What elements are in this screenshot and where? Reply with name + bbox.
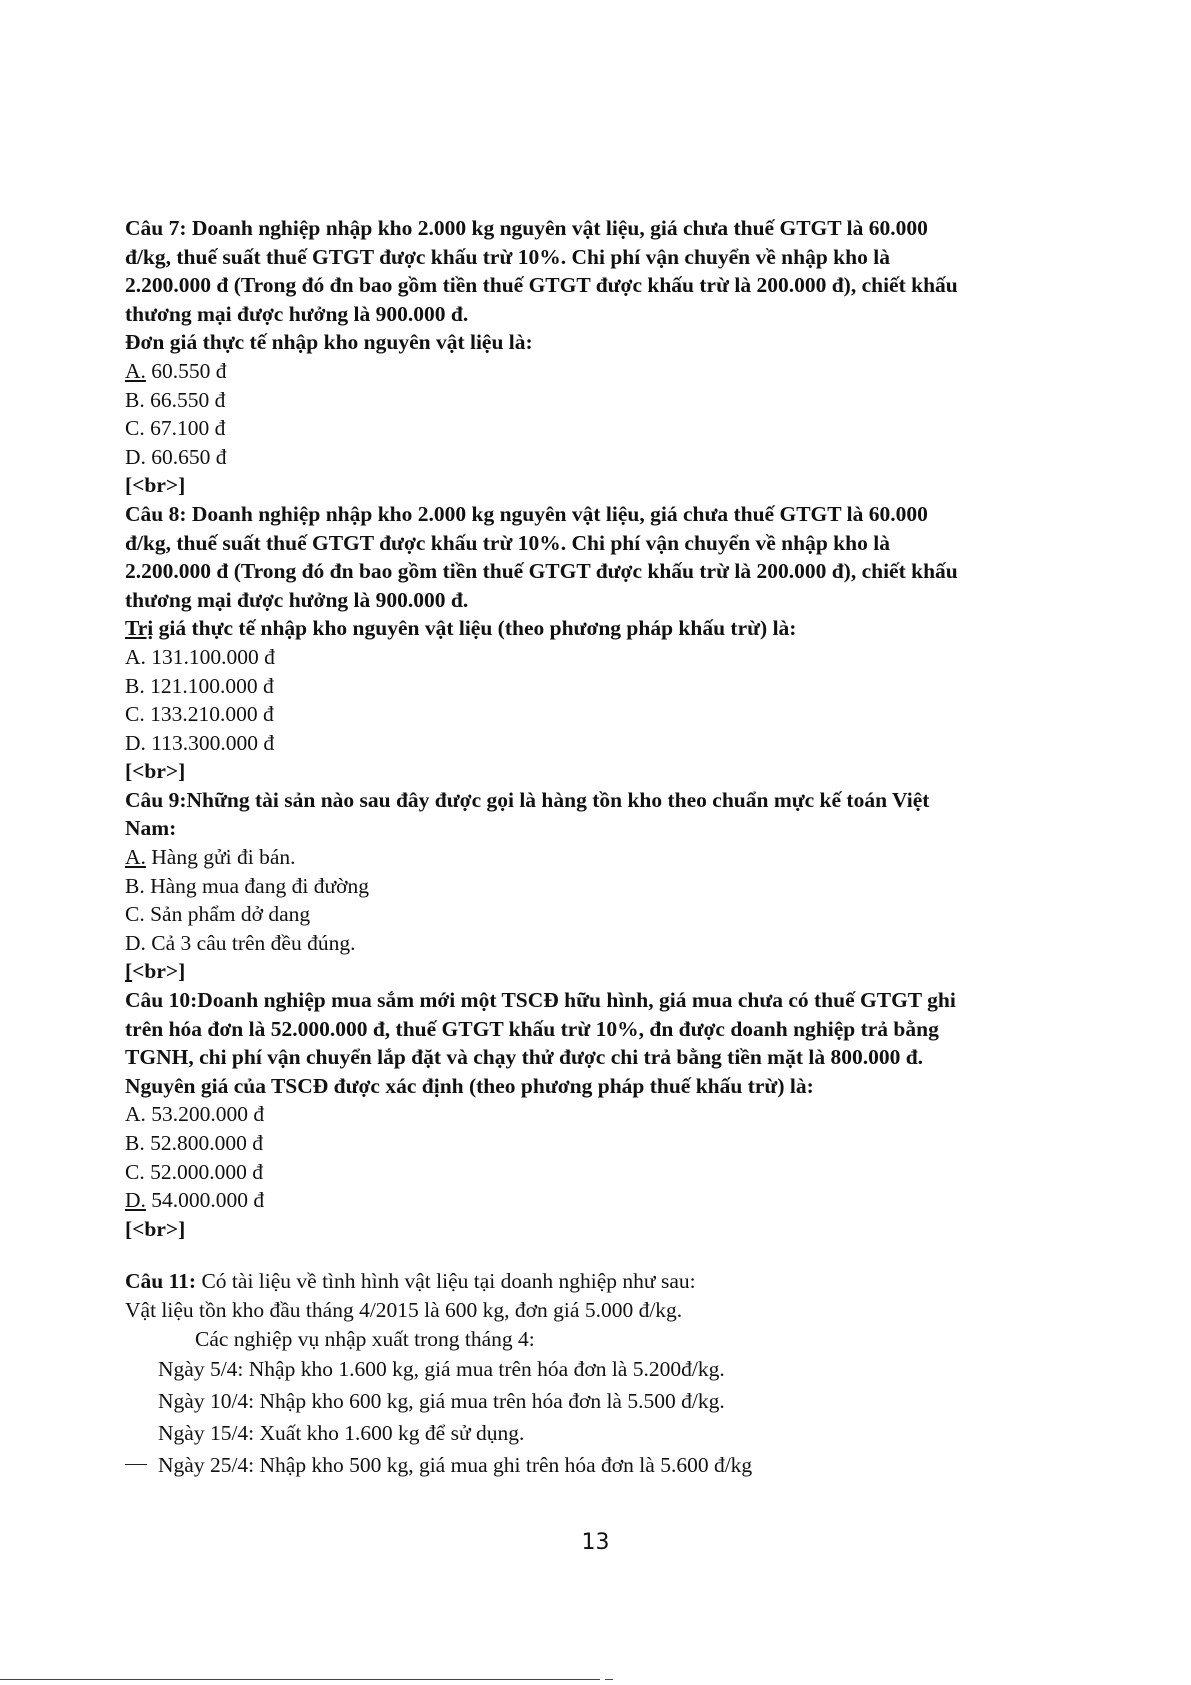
question-8 <box>125 500 1120 786</box>
option-text: 60.650 đ <box>145 444 227 469</box>
option-letter: C. <box>125 1159 145 1184</box>
option-letter: B. <box>125 1131 145 1155</box>
question-10 <box>125 986 1120 1243</box>
option-letter: A. <box>125 1102 146 1127</box>
question-11-entry <box>125 1449 1120 1481</box>
option-text: 121.100.000 đ <box>144 673 274 698</box>
option-text: 66.550 đ <box>144 387 226 412</box>
question-10-option-d <box>125 1186 1120 1215</box>
question-7-option-b <box>125 386 1120 415</box>
option-text: Hàng gửi đi bán. <box>145 845 296 870</box>
question-11-entry-text: Ngày 25/4: Nhập kho 500 kg, giá mua ghi trên hóa đơn là 5.600 đ/kg <box>158 1453 753 1478</box>
separator-rest: <br>] <box>132 959 186 984</box>
question-11-subheading: Các nghiệp vụ nhập xuất trong tháng 4: <box>195 1326 535 1351</box>
question-10-stem-line: TGNH, chi phí vận chuyển lắp đặt và chạy thử được chi trả bằng tiền mặt là 800.000 đ. <box>125 1045 924 1070</box>
option-letter: D. <box>125 930 146 955</box>
option-letter: C. <box>125 702 145 727</box>
question-8-option-a <box>125 643 1120 672</box>
document-page <box>125 214 1120 1481</box>
question-11-opening: Vật liệu tồn kho đầu tháng 4/2015 là 600 kg, đơn giá 5.000 đ/kg. <box>125 1297 683 1322</box>
question-7-option-d <box>125 443 1120 472</box>
prompt-text: giá thực tế nhập kho nguyên vật liệu (theo phương pháp khấu trừ) là: <box>153 616 797 641</box>
question-9-option-b <box>125 872 1120 901</box>
page-number: 13 <box>581 1530 610 1555</box>
option-letter: B. <box>125 387 145 412</box>
question-9-option-a <box>125 843 1120 872</box>
question-9-option-c <box>125 900 1120 929</box>
question-7 <box>125 214 1120 500</box>
option-text: 54.000.000 đ <box>145 1188 265 1213</box>
question-11-entry: Ngày 10/4: Nhập kho 600 kg, giá mua trên hóa đơn là 5.500 đ/kg. <box>158 1389 725 1414</box>
question-11-entry: Ngày 15/4: Xuất kho 1.600 kg để sử dụng. <box>158 1421 525 1446</box>
option-text: Cả 3 câu trên đều đúng. <box>145 930 356 955</box>
question-8-stem-line: thương mại được hưởng là 900.000 đ. <box>125 587 469 612</box>
question-11-intro-text: Có tài liệu về tình hình vật liệu tại doanh nghiệp như sau: <box>196 1269 696 1294</box>
question-11-label: Câu 11: <box>125 1269 197 1294</box>
question-10-option-b <box>125 1129 1120 1158</box>
option-text: 52.800.000 đ <box>144 1131 263 1155</box>
question-10-option-a <box>125 1100 1120 1129</box>
question-separator: [<br>] <box>125 759 186 784</box>
separator-open-bracket: [ <box>125 959 133 984</box>
footer-rule-tail <box>605 1679 613 1680</box>
option-text: 113.300.000 đ <box>145 730 275 755</box>
option-letter: C. <box>125 416 145 441</box>
option-letter-correct: A. <box>125 358 146 383</box>
option-text: Sản phẩm dở dang <box>144 902 311 927</box>
prompt-underlined-word: Trị <box>125 616 154 641</box>
option-letter: B. <box>125 673 145 698</box>
footer-rule <box>0 1679 600 1680</box>
question-10-stem-line: trên hóa đơn là 52.000.000 đ, thuế GTGT khấu trừ 10%, đn được doanh nghiệp trả bằng <box>125 1016 939 1041</box>
question-separator: [<br>] <box>125 1216 186 1241</box>
question-11-intro <box>125 1267 1120 1296</box>
question-8-stem-line: đ/kg, thuế suất thuế GTGT được khấu trừ 10%. Chi phí vận chuyển về nhập kho là <box>125 530 890 555</box>
question-7-option-c <box>125 414 1120 443</box>
option-text: 60.550 đ <box>145 358 227 383</box>
question-9-stem-line: Câu 9:Những tài sản nào sau đây được gọi là hàng tồn kho theo chuẩn mực kế toán Việt <box>125 787 930 812</box>
option-letter: C. <box>125 902 145 927</box>
question-8-option-d <box>125 729 1120 758</box>
option-text: 53.200.000 đ <box>145 1102 265 1127</box>
question-separator: [<br>] <box>125 473 186 498</box>
option-text: 133.210.000 đ <box>144 702 274 727</box>
question-10-option-c <box>125 1158 1120 1187</box>
question-7-stem-line: thương mại được hưởng là 900.000 đ. <box>125 301 469 326</box>
question-8-stem-line: 2.200.000 đ (Trong đó đn bao gồm tiền thuế GTGT được khấu trừ là 200.000 đ), chiết khấu <box>125 559 958 584</box>
question-7-prompt: Đơn giá thực tế nhập kho nguyên vật liệu là: <box>125 330 533 355</box>
question-7-stem-line: đ/kg, thuế suất thuế GTGT được khấu trừ 10%. Chi phí vận chuyển về nhập kho là <box>125 244 890 269</box>
question-11-entry: Ngày 5/4: Nhập kho 1.600 kg, giá mua trên hóa đơn là 5.200đ/kg. <box>158 1357 725 1382</box>
question-9-option-d <box>125 929 1120 958</box>
option-text: Hàng mua đang đi đường <box>144 873 369 898</box>
option-letter-correct: A. <box>125 845 146 870</box>
question-separator <box>125 957 1120 986</box>
option-letter: D. <box>125 730 146 755</box>
question-8-option-c <box>125 700 1120 729</box>
option-text: 52.000.000 đ <box>144 1159 263 1184</box>
option-letter: A. <box>125 644 146 669</box>
question-9-stem-line: Nam: <box>125 816 177 841</box>
question-7-stem-line: Câu 7: Doanh nghiệp nhập kho 2.000 kg nguyên vật liệu, giá chưa thuế GTGT là 60.000 <box>125 216 928 240</box>
question-8-option-b <box>125 672 1120 701</box>
question-10-stem-line: Câu 10:Doanh nghiệp mua sắm mới một TSCĐ hữu hình, giá mua chưa có thuế GTGT ghi <box>125 988 956 1013</box>
question-7-stem-line: 2.200.000 đ (Trong đó đn bao gồm tiền thuế GTGT được khấu trừ là 200.000 đ), chiết khấu <box>125 273 958 298</box>
question-11 <box>125 1267 1120 1481</box>
option-letter: B. <box>125 873 145 898</box>
option-text: 131.100.000 đ <box>145 644 275 669</box>
option-letter-correct: D. <box>125 1188 146 1213</box>
question-9 <box>125 786 1120 986</box>
option-text: 67.100 đ <box>144 416 226 441</box>
option-letter: D. <box>125 444 146 469</box>
question-7-option-a <box>125 357 1120 386</box>
question-8-prompt <box>125 614 1120 643</box>
question-10-stem-line: Nguyên giá của TSCĐ được xác định (theo phương pháp thuế khấu trừ) là: <box>125 1073 814 1098</box>
dash-bullet <box>125 1464 147 1465</box>
question-8-stem-line: Câu 8: Doanh nghiệp nhập kho 2.000 kg nguyên vật liệu, giá chưa thuế GTGT là 60.000 <box>125 501 928 526</box>
